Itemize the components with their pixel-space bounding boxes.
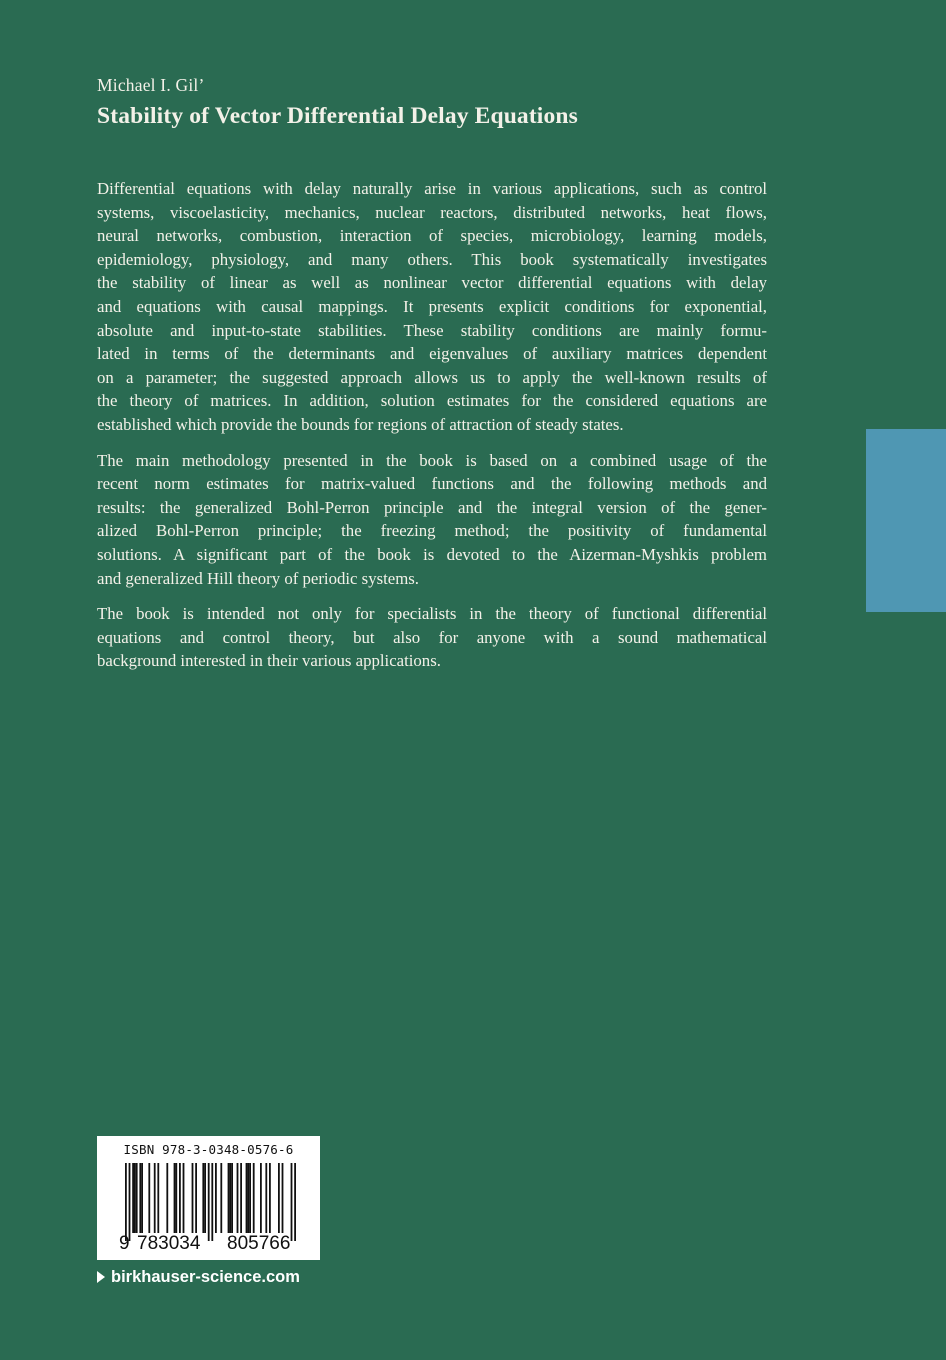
barcode-bar — [265, 1163, 267, 1233]
barcode-bar — [174, 1163, 176, 1233]
barcode-bar — [125, 1163, 127, 1241]
barcode-bar — [166, 1163, 168, 1233]
text-line: recent norm estimates for matrix-valued functions and the following methods and — [97, 474, 767, 494]
barcode-left-digits: 783034 — [137, 1233, 201, 1254]
barcode-bar — [282, 1163, 284, 1233]
barcode-bar — [157, 1163, 159, 1233]
barcode-bar — [228, 1163, 230, 1233]
barcode-bar — [192, 1163, 194, 1233]
isbn-label: ISBN 978-3-0348-0576-6 — [123, 1142, 294, 1157]
text-line: absolute and input-to-state stabilities. These stability conditions are mainly formu- — [97, 320, 767, 340]
isbn-barcode — [97, 1136, 320, 1260]
text-line: epidemiology, physiology, and many others. This book systematically investigates — [97, 249, 767, 269]
author-name: Michael I. Gil’ — [97, 75, 205, 95]
text-line: neural networks, combustion, interaction of species, microbiology, learning models, — [97, 226, 767, 246]
barcode-bar — [246, 1163, 248, 1233]
book-description — [97, 177, 767, 685]
barcode-bar — [139, 1163, 141, 1233]
text-line: equations and control theory, but also for anyone with a sound mathematical — [97, 627, 767, 647]
text-line: systems, viscoelasticity, mechanics, nuclear reactors, distributed networks, heat flows, — [97, 202, 767, 222]
barcode-bar — [240, 1163, 242, 1233]
text-line: established which provide the bounds for regions of attraction of steady states. — [97, 414, 624, 434]
barcode-bar — [141, 1163, 143, 1233]
barcode-bar — [175, 1163, 177, 1233]
publisher-url: birkhauser-science.com — [111, 1268, 300, 1286]
description-paragraph-2 — [97, 449, 767, 591]
barcode-lead-digit: 9 — [119, 1233, 130, 1254]
barcode-bar — [231, 1163, 233, 1233]
arrow-right-icon — [97, 1271, 105, 1283]
barcode-digits — [97, 1233, 320, 1255]
text-line: The book is intended not only for specialists in the theory of functional differential — [97, 604, 767, 624]
barcode-bar — [260, 1163, 262, 1233]
description-paragraph-1 — [97, 177, 767, 437]
barcode-bar — [195, 1163, 197, 1233]
barcode-bar — [211, 1163, 213, 1241]
publisher-website-link[interactable] — [97, 1266, 300, 1288]
barcode-bar — [294, 1163, 296, 1241]
text-line: lated in terms of the determinants and eigenvalues of auxiliary matrices dependent — [97, 344, 767, 364]
text-line: the theory of matrices. In addition, solution estimates for the considered equations are — [97, 391, 767, 411]
text-line: on a parameter; the suggested approach allows us to apply the well-known results of — [97, 367, 767, 387]
barcode-bar — [237, 1163, 239, 1233]
barcode-bar — [253, 1163, 255, 1233]
book-title: Stability of Vector Differential Delay Equations — [97, 103, 578, 129]
description-paragraph-3 — [97, 602, 767, 673]
barcode-bar — [249, 1163, 251, 1233]
text-line: Differential equations with delay naturally arise in various applications, such as control — [97, 179, 767, 198]
barcode-bar — [291, 1163, 293, 1241]
text-line: background interested in their various applications. — [97, 651, 441, 671]
text-line: the stability of linear as well as nonlinear vector differential equations with delay — [97, 273, 767, 293]
barcode-bar — [134, 1163, 136, 1233]
barcode-bar — [278, 1163, 280, 1233]
barcode-bar — [269, 1163, 271, 1233]
barcode-bar — [136, 1163, 138, 1233]
side-color-tab — [866, 429, 946, 612]
barcode-bar — [204, 1163, 206, 1233]
text-line: solutions. A significant part of the book is devoted to the Aizerman-Myshkis problem — [97, 544, 767, 564]
text-line: and equations with causal mappings. It presents explicit conditions for exponential, — [97, 296, 767, 316]
barcode-bar — [208, 1163, 210, 1241]
barcode-bar — [154, 1163, 156, 1233]
barcode-right-digits: 805766 — [227, 1233, 291, 1254]
barcode-bar — [179, 1163, 181, 1233]
barcode-bar — [229, 1163, 231, 1233]
text-line: alized Bohl-Perron principle; the freezing method; the positivity of fundamental — [97, 521, 767, 541]
barcode-bar — [220, 1163, 222, 1233]
text-line: results: the generalized Bohl-Perron principle and the integral version of the gener- — [97, 497, 767, 517]
barcode-bar — [215, 1163, 217, 1233]
barcode-bar — [202, 1163, 204, 1233]
barcode-bar — [148, 1163, 150, 1233]
barcode-bar — [183, 1163, 185, 1233]
text-line: and generalized Hill theory of periodic systems. — [97, 568, 420, 588]
barcode-bar — [132, 1163, 134, 1233]
barcode-bar — [129, 1163, 131, 1241]
text-line: The main methodology presented in the book is based on a combined usage of the — [97, 450, 767, 470]
barcode-bar — [247, 1163, 249, 1233]
